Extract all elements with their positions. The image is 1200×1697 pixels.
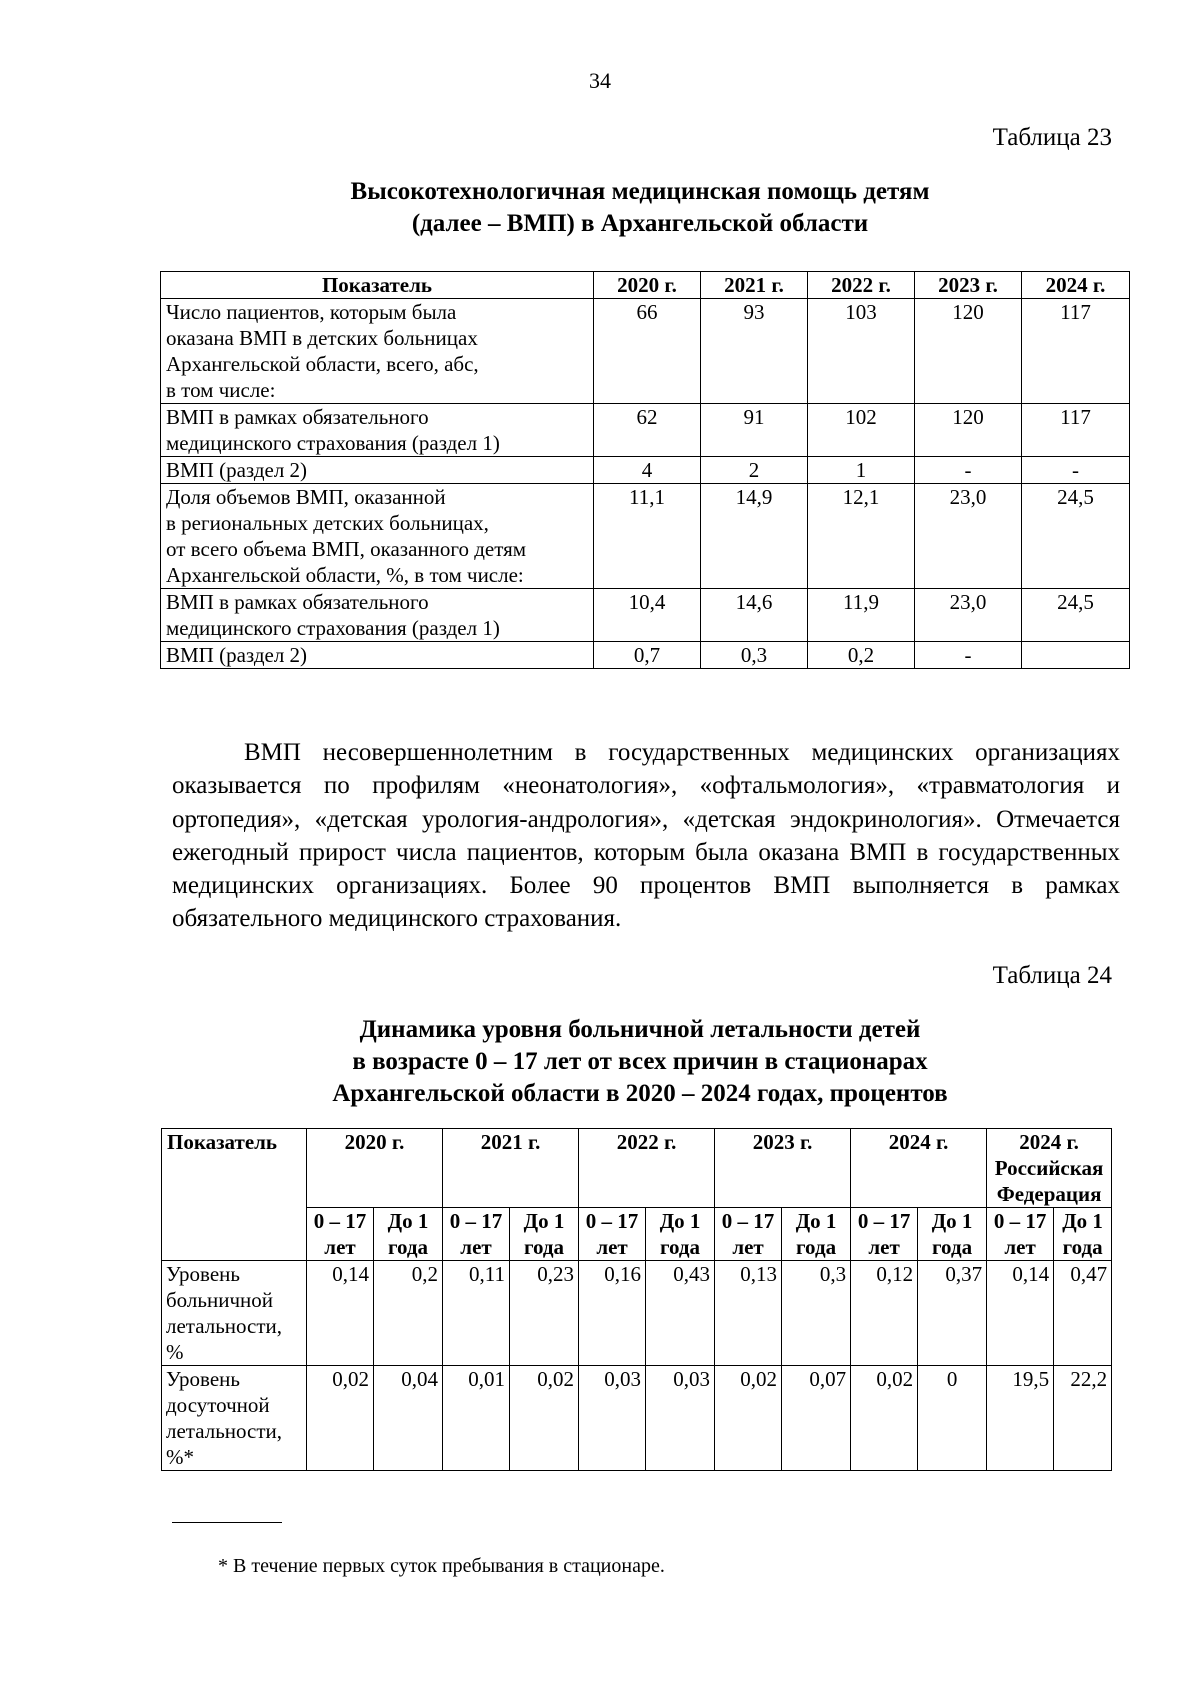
cell-line: До 1 [387,1209,429,1233]
value-cell: 62 [594,404,701,457]
value-cell: 0,23 [510,1261,579,1366]
cell-line: оказана ВМП в детских больницах [166,326,478,350]
value-cell: 0,03 [579,1366,646,1471]
value-cell: 11,1 [594,484,701,589]
footnote: * В течение первых суток пребывания в стационаре. [218,1555,665,1577]
table-24-label: Таблица 24 [992,962,1112,989]
value-cell: 22,2 [1054,1366,1112,1471]
year-header-cell: 2024 г. [851,1129,987,1208]
value-cell: 0,2 [808,642,915,669]
cell-line: 0 – 17 [449,1209,503,1233]
header-cell: Показатель [162,1129,307,1261]
cell-line: ВМП (раздел 2) [166,458,308,482]
table-23-title [150,176,1130,240]
year-header-cell: 2021 г. [443,1129,579,1208]
value-cell: 0,02 [851,1366,918,1471]
header-cell: 2024 г. [1022,272,1130,299]
value-cell: 0,43 [646,1261,715,1366]
value-cell: 0,01 [443,1366,510,1471]
header-cell: 2020 г. [594,272,701,299]
row-label [161,589,594,642]
cell-line: ВМП в рамках обязательного [166,590,429,614]
value-cell: 0,3 [701,642,808,669]
cell-line: Российская [994,1156,1104,1180]
value-cell [1022,642,1130,669]
cell-line: лет [732,1235,764,1259]
age-under-1-header [1054,1208,1112,1261]
header-cell: 2021 г. [701,272,808,299]
cell-line: лет [460,1235,492,1259]
cell-line: До 1 [523,1209,565,1233]
body-paragraph: ВМП несовершеннолетним в государственных медицинских организациях оказывается по профилям «неонатология», «офтальмология», «травматология и ортопедия», «детская урология-андрология», «детская эндокринология». Отмечается ежегодный прирост числа пациентов, которым была оказана ВМП в государственных медицинских организациях. Более 90 процентов ВМП выполняется в рамках обязательного медицинского страхования. [172,739,1120,933]
table-24 [161,1128,1112,1471]
value-cell: 0,04 [374,1366,443,1471]
value-cell: 117 [1022,299,1130,404]
table-23-label: Таблица 23 [992,124,1112,151]
table-24-title-line: Динамика уровня больничной летальности детей [359,1016,921,1043]
table-row [161,484,1130,589]
value-cell: 23,0 [915,589,1022,642]
table-row [161,589,1130,642]
cell-line: Уровень [166,1367,240,1391]
value-cell: 0,37 [918,1261,987,1366]
age-0-17-header [443,1208,510,1261]
value-cell: 117 [1022,404,1130,457]
table-row [161,299,1130,404]
value-cell: 0,02 [715,1366,782,1471]
cell-line: ВМП в рамках обязательного [166,405,429,429]
value-cell: 23,0 [915,484,1022,589]
year-header-cell: 2022 г. [579,1129,715,1208]
value-cell: 24,5 [1022,589,1130,642]
cell-line: лет [1004,1235,1036,1259]
value-cell: 0,7 [594,642,701,669]
year-header-cell: 2020 г. [307,1129,443,1208]
table-row [161,457,1130,484]
row-label [161,484,594,589]
table-row [162,1366,1112,1471]
table-23-title-line: (далее – ВМП) в Архангельской области [411,210,869,237]
cell-line: медицинского страхования (раздел 1) [166,616,500,640]
value-cell: 0 [918,1366,987,1471]
rf-header-cell [987,1129,1112,1208]
row-label [161,642,594,669]
age-under-1-header [782,1208,851,1261]
age-0-17-header [987,1208,1054,1261]
cell-line: лет [868,1235,900,1259]
value-cell: 4 [594,457,701,484]
cell-line: от всего объема ВМП, оказанного детям [166,537,527,561]
value-cell: 0,14 [307,1261,374,1366]
age-0-17-header [851,1208,918,1261]
cell-line: Федерация [996,1182,1102,1206]
row-label [161,299,594,404]
age-under-1-header [374,1208,443,1261]
value-cell: 10,4 [594,589,701,642]
cell-line: %* [166,1445,194,1469]
value-cell: - [1022,457,1130,484]
value-cell: 0,12 [851,1261,918,1366]
table-row [161,404,1130,457]
page-number: 34 [589,68,611,93]
value-cell: 120 [915,299,1022,404]
cell-line: года [387,1235,429,1259]
footnote-separator [172,1522,282,1523]
value-cell: - [915,457,1022,484]
cell-line: До 1 [659,1209,701,1233]
value-cell: 0,11 [443,1261,510,1366]
value-cell: 0,3 [782,1261,851,1366]
value-cell: 24,5 [1022,484,1130,589]
cell-line: ВМП (раздел 2) [166,643,308,667]
table-24-title-line: в возрасте 0 – 17 лет от всех причин в стационарах [352,1048,928,1075]
cell-line: 2024 г. [1019,1130,1079,1154]
cell-line: лет [596,1235,628,1259]
cell-line: До 1 [931,1209,973,1233]
age-0-17-header [579,1208,646,1261]
value-cell: 2 [701,457,808,484]
cell-line: в том числе: [166,378,276,402]
cell-line: Архангельской области, %, в том числе: [166,563,524,587]
age-0-17-header [715,1208,782,1261]
cell-line: года [660,1235,701,1259]
cell-line: Число пациентов, которым была [166,300,457,324]
cell-line: До 1 [1062,1209,1103,1233]
value-cell: 1 [808,457,915,484]
value-cell: 11,9 [808,589,915,642]
value-cell: 0,02 [510,1366,579,1471]
cell-line: года [1062,1235,1103,1259]
cell-line: 0 – 17 [857,1209,911,1233]
age-under-1-header [646,1208,715,1261]
cell-line: 0 – 17 [721,1209,775,1233]
header-cell: 2023 г. [915,272,1022,299]
value-cell: 0,02 [307,1366,374,1471]
cell-line: Уровень [166,1262,240,1286]
year-header-cell: 2023 г. [715,1129,851,1208]
cell-line: медицинского страхования (раздел 1) [166,431,500,455]
value-cell: 19,5 [987,1366,1054,1471]
cell-line: летальности, [166,1314,283,1338]
table-23-title-line: Высокотехнологичная медицинская помощь детям [350,178,930,205]
table-row [162,1261,1112,1366]
age-under-1-header [918,1208,987,1261]
age-under-1-header [510,1208,579,1261]
value-cell: - [915,642,1022,669]
table-row [161,642,1130,669]
value-cell: 0,14 [987,1261,1054,1366]
value-cell: 14,9 [701,484,808,589]
cell-line: лет [324,1235,356,1259]
value-cell: 102 [808,404,915,457]
cell-line: 0 – 17 [313,1209,367,1233]
cell-line: % [166,1340,184,1364]
cell-line: До 1 [795,1209,837,1233]
cell-line: года [932,1235,973,1259]
row-label [162,1366,307,1471]
row-label [161,457,594,484]
table-23 [160,271,1130,669]
value-cell: 103 [808,299,915,404]
value-cell: 0,13 [715,1261,782,1366]
cell-line: Архангельской области, всего, абс, [166,352,479,376]
table-24-title [150,1014,1130,1110]
table-header-row [162,1129,1112,1208]
row-label [162,1261,307,1366]
header-cell: Показатель [161,272,594,299]
cell-line: досуточной [166,1393,270,1417]
value-cell: 0,07 [782,1366,851,1471]
value-cell: 93 [701,299,808,404]
header-cell: 2022 г. [808,272,915,299]
cell-line: года [796,1235,837,1259]
value-cell: 66 [594,299,701,404]
cell-line: Доля объемов ВМП, оказанной [166,485,446,509]
age-0-17-header [307,1208,374,1261]
cell-line: летальности, [166,1419,283,1443]
cell-line: больничной [166,1288,273,1312]
value-cell: 14,6 [701,589,808,642]
cell-line: 0 – 17 [585,1209,639,1233]
value-cell: 0,47 [1054,1261,1112,1366]
value-cell: 120 [915,404,1022,457]
value-cell: 0,16 [579,1261,646,1366]
value-cell: 12,1 [808,484,915,589]
cell-line: 0 – 17 [993,1209,1047,1233]
value-cell: 91 [701,404,808,457]
value-cell: 0,2 [374,1261,443,1366]
table-24-title-line: Архангельской области в 2020 – 2024 годах, процентов [332,1080,948,1107]
value-cell: 0,03 [646,1366,715,1471]
table-header-row [161,272,1130,299]
row-label [161,404,594,457]
cell-line: года [524,1235,565,1259]
cell-line: в региональных детских больницах, [166,511,489,535]
